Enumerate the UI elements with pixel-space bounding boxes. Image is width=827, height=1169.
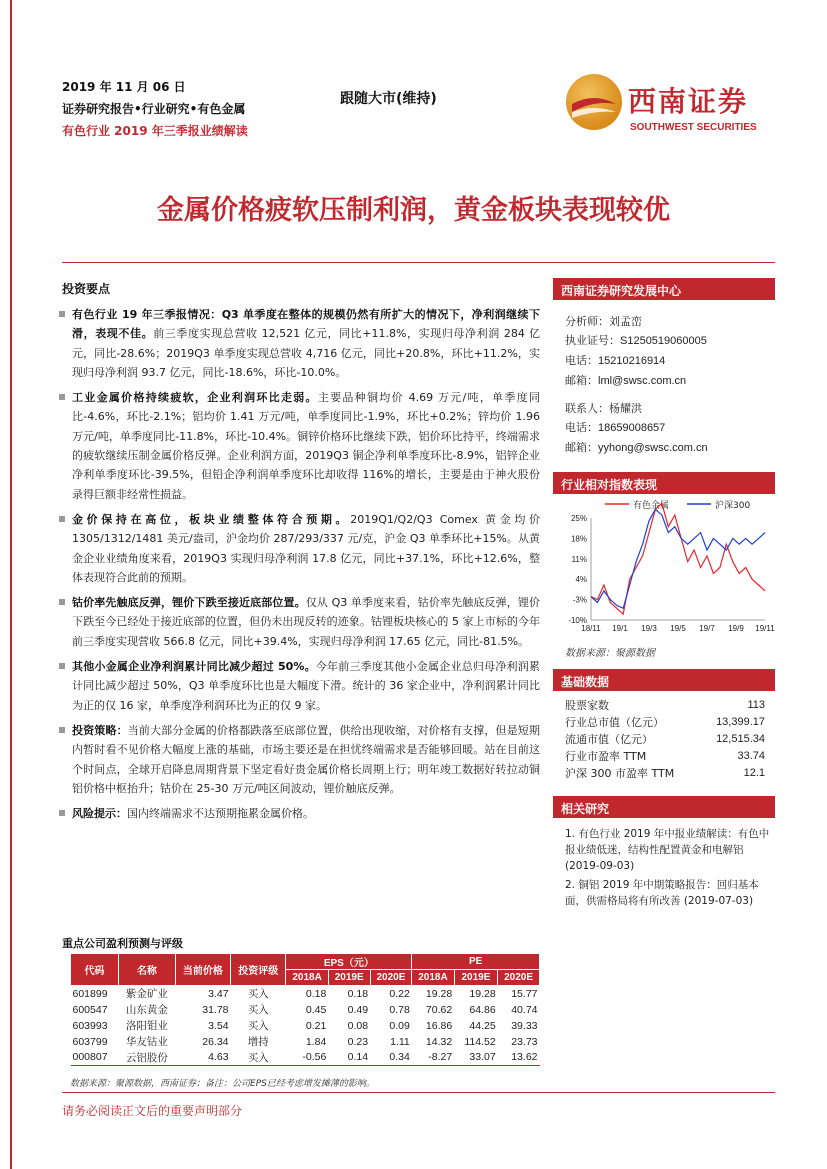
summary-bullet: 金价保持在高位，板块业绩整体符合预期。2019Q1/Q2/Q3 Comex 黄金均价 1305/1312/1481 美元/盎司，沪金均价 287/293/337 元/克，沪金 Q3 单季环比+15%。从黄金企业业绩角度来看，2019Q3 实现归母净利润 17.8 亿元，同比+37.1%，环比+12.6%，整体表现符合此前的预期。	[62, 510, 540, 587]
report-date: 2019 年 11 月 06 日	[62, 80, 186, 94]
cell-code: 603799	[72, 1035, 108, 1048]
research-center-title: 西南证券研究发展中心	[553, 278, 775, 300]
basic-data-label: 沪深 300 市盈率 TTM	[565, 767, 675, 780]
summary-bullet: 其他小金属企业净利润累计同比减少超过 50%。今年前三季度其他小金属企业总归母净利润累计同比减少超过 50%，Q3 单季度环比也是大幅度下滑。统计的 36 家企业中，净利润累计同比为正的仅 16 家，单季度净利润环比为正的仅 9 家。	[62, 657, 540, 715]
y-tick-label: 4%	[575, 575, 587, 585]
cell-code: 600547	[72, 1003, 108, 1016]
col-pe: PE	[412, 954, 540, 970]
summary-bullet: 投资策略：当前大部分金属的价格都跌落至底部位置，供给出现收缩，对价格有支撑，但是短期内暂时看不见价格大幅度上涨的基础，市场主要还是在担忧终端需求是否能够回暖。站在目前这个时间点，全球开启降息周期背景下坚定看好贵金属价格长周期上行；明年竣工数据好转拉动铜铝价格中枢抬升；钴价在 25-30 万元/吨区间波动，锂价触底反弹。	[62, 721, 540, 798]
basic-data-label: 行业总市值（亿元）	[565, 716, 664, 729]
contact-phone-line: 电话：18659008657	[565, 421, 666, 434]
page-title: 金属价格疲软压制利润，黄金板块表现较优	[157, 195, 670, 226]
basic-data-value: 12.1	[743, 767, 765, 779]
basic-data-value: 33.74	[737, 750, 765, 762]
cell-value: 19.28	[469, 987, 496, 1000]
table-row	[71, 986, 540, 1002]
x-tick-label: 19/1	[612, 624, 628, 633]
col-year: 2019E	[328, 970, 370, 986]
forecast-table	[70, 953, 540, 1066]
cell-value: 0.08	[347, 1019, 369, 1032]
cell-value: 19.28	[425, 987, 453, 1000]
col-name: 名称	[119, 954, 176, 986]
basic-data-row	[553, 714, 775, 731]
related-item[interactable]: 1. 有色行业 2019 年中报业绩解读：有色中报业绩低迷，结构性配置黄金和电解铝 (2019-09-03)	[565, 828, 770, 872]
x-tick-label: 19/5	[670, 624, 686, 633]
chart-title: 行业相对指数表现	[553, 472, 775, 494]
forecast-table-title: 重点公司盈利预测与评级	[62, 937, 183, 950]
cell-rating: 买入	[247, 988, 269, 1001]
phone-line: 电话：15210216914	[565, 354, 666, 367]
basic-data-row	[553, 731, 775, 748]
y-tick-label: 25%	[570, 514, 587, 523]
cell-value: 0.45	[305, 1003, 327, 1016]
col-code: 代码	[71, 954, 119, 986]
cell-rating: 增持	[247, 1036, 269, 1048]
cell-code: 000807	[72, 1051, 108, 1064]
legend-label: 有色金属	[633, 501, 670, 511]
y-tick-label: -3%	[572, 595, 587, 605]
x-tick-label: 19/7	[699, 624, 715, 633]
basic-data-value: 113	[747, 699, 765, 711]
cell-value: 0.23	[347, 1035, 369, 1048]
y-tick-label: 18%	[570, 534, 587, 544]
cell-value: 0.18	[305, 987, 327, 1000]
cell-name: 洛阳钼业	[125, 1020, 168, 1032]
summary-bullet: 有色行业 19 年三季报情况：Q3 单季度在整体的规模仍然有所扩大的情况下，净利润继续下滑，表现不佳。前三季度实现总营收 12,521 亿元，同比+11.8%，实现归母净利润 284 亿元，同比-28.6%；2019Q3 单季度实现总营收 4,716 亿元，同比+20.8%，环比+11.2%，实现归母净利润 93.7 亿元，同比-18.6%，环比-10.0%。	[62, 305, 540, 382]
table-row	[71, 1002, 540, 1018]
contact-email-line: 邮箱：yyhong@swsc.com.cn	[565, 441, 708, 454]
footer-divider	[62, 1092, 775, 1093]
cell-name: 山东黄金	[125, 1004, 168, 1016]
basic-data-value: 12,515.34	[716, 733, 765, 745]
cell-price: 31.78	[202, 1003, 229, 1016]
sidebar	[553, 278, 775, 912]
col-year: 2018A	[412, 970, 454, 986]
basic-data-label: 行业市盈率 TTM	[565, 750, 647, 763]
cell-rating: 买入	[247, 1051, 269, 1064]
summary-bullet: 风险提示：国内终端需求不达预期拖累金属价格。	[62, 804, 540, 823]
y-tick-label: -10%	[568, 616, 587, 625]
cell-value: 40.74	[511, 1003, 538, 1016]
basic-data-row	[553, 748, 775, 765]
cell-value: 0.09	[389, 1019, 410, 1032]
x-tick-label: 19/3	[641, 624, 657, 633]
title-divider	[62, 262, 775, 263]
email-line: 邮箱：lml@swsc.com.cn	[565, 374, 687, 387]
left-red-rule	[10, 0, 12, 1169]
table-row	[71, 1034, 540, 1050]
series-line-0	[591, 503, 765, 614]
summary-heading: 投资要点	[62, 282, 111, 296]
investment-summary	[62, 280, 540, 829]
y-tick-label: 11%	[571, 554, 587, 564]
cell-value: 0.49	[347, 1003, 369, 1016]
logo-english: SOUTHWEST SECURITIES	[630, 122, 757, 133]
forecast-table-note: 数据来源：聚源数据，西南证券；备注：公司EPS已经考虑增发摊薄的影响。	[70, 1079, 375, 1089]
license-line: 执业证号：S1250519060005	[565, 334, 707, 347]
logo-emblem-icon	[566, 74, 622, 130]
cell-name: 紫金矿业	[125, 988, 168, 1001]
series-line-1	[591, 509, 765, 608]
cell-name: 华友钴业	[125, 1036, 168, 1048]
cell-value: 23.73	[511, 1035, 538, 1048]
logo-name: 西南证券	[628, 85, 749, 118]
cell-price: 3.54	[208, 1019, 229, 1032]
cell-value: 1.84	[305, 1035, 327, 1048]
legend-label: 沪深300	[715, 501, 751, 511]
cell-value: 13.62	[511, 1051, 538, 1064]
cell-price: 4.63	[208, 1051, 229, 1064]
cell-name: 云铝股份	[125, 1051, 168, 1064]
cell-value: 0.14	[347, 1051, 369, 1064]
cell-code: 601899	[72, 987, 108, 1000]
basic-data-label: 流通市值（亿元）	[565, 733, 653, 746]
basic-data-row	[553, 765, 775, 782]
cell-price: 3.47	[208, 987, 229, 1000]
cell-code: 603993	[72, 1019, 108, 1032]
table-row	[71, 1018, 540, 1034]
footer-disclaimer: 请务必阅读正文后的重要声明部分	[62, 1104, 243, 1118]
col-rating: 投资评级	[231, 954, 286, 986]
relative-index-chart	[553, 494, 775, 640]
related-item[interactable]: 2. 铜铝 2019 年中期策略报告：回归基本面，供需格局将有所改善 (2019-07-03)	[565, 879, 759, 907]
basic-data-title: 基础数据	[553, 669, 775, 691]
cell-rating: 买入	[247, 1004, 269, 1016]
report-type: 证券研究报告•行业研究•有色金属	[62, 102, 246, 116]
cell-price: 26.34	[202, 1035, 229, 1048]
basic-data-value: 13,399.17	[716, 716, 765, 728]
cell-value: 114.52	[464, 1035, 496, 1048]
cell-value: 0.78	[389, 1003, 410, 1016]
report-subtitle: 有色行业 2019 年三季报业绩解读	[62, 124, 248, 138]
col-eps: EPS（元）	[286, 954, 412, 970]
cell-value: 1.11	[390, 1035, 410, 1048]
col-year: 2020E	[370, 970, 412, 986]
basic-data-label: 股票家数	[565, 699, 609, 712]
cell-rating: 买入	[247, 1020, 269, 1032]
cell-value: 0.18	[347, 987, 369, 1000]
x-tick-label: 19/11	[755, 624, 775, 633]
cell-value: 15.77	[511, 987, 538, 1000]
related-title: 相关研究	[553, 796, 775, 818]
cell-value: 64.86	[469, 1003, 496, 1016]
cell-value: 16.86	[425, 1019, 453, 1032]
cell-value: -8.27	[428, 1051, 453, 1064]
summary-bullet: 工业金属价格持续疲软，企业利润环比走弱。主要品种铜均价 4.69 万元/吨，单季度同比-4.6%，环比-2.1%；铝均价 1.41 万元/吨，单季度同比-1.9%，环比+0.2%；锌均价 1.96 万元/吨，单季度同比-11.8%，环比-10.4%。铜锌价格环比继续下跌，铝价环比持平，终端需求的疲软继续压制金属价格反弹。企业利润方面，2019Q3 铜企净利单季度环比-8.9%，铝锌企业净利单季度环比-39.5%，但铅企净利润单季度环比却收得 116%的增长，主要是由于神火股份录得巨额非经常性损益。	[62, 388, 540, 504]
analyst-line: 分析师：刘孟峦	[565, 315, 642, 328]
cell-value: 14.32	[425, 1035, 453, 1048]
cell-value: 0.34	[389, 1051, 410, 1064]
industry-rating: 跟随大市(维持)	[340, 91, 437, 107]
cell-value: 70.62	[425, 1003, 453, 1016]
cell-value: 33.07	[469, 1051, 496, 1064]
cell-value: 44.25	[469, 1019, 496, 1032]
cell-value: 0.22	[389, 987, 410, 1000]
col-year: 2019E	[454, 970, 497, 986]
x-tick-label: 18/11	[581, 624, 601, 633]
col-price: 当前价格	[175, 954, 230, 986]
basic-data-row	[553, 697, 775, 714]
summary-bullet: 钴价率先触底反弹，锂价下跌至接近底部位置。仅从 Q3 单季度来看，钴价率先触底反弹，锂价下跌至今已经处于接近底部的位置，但仍未出现反转的迹象。钴锂板块核心的 5 家上市标的今年前三季度实现营收 566.8 亿元，同比+39.4%，实现归母净利润 17.65 亿元，同比-81.5%。	[62, 593, 540, 651]
contact-line: 联系人：杨耀洪	[565, 402, 642, 415]
table-row	[71, 1050, 540, 1066]
col-year: 2018A	[286, 970, 328, 986]
col-year: 2020E	[498, 970, 540, 986]
x-tick-label: 19/9	[728, 624, 744, 633]
cell-value: 0.21	[305, 1019, 327, 1032]
cell-value: -0.56	[302, 1051, 327, 1064]
chart-source: 数据来源：聚源数据	[565, 648, 655, 659]
cell-value: 39.33	[511, 1019, 538, 1032]
